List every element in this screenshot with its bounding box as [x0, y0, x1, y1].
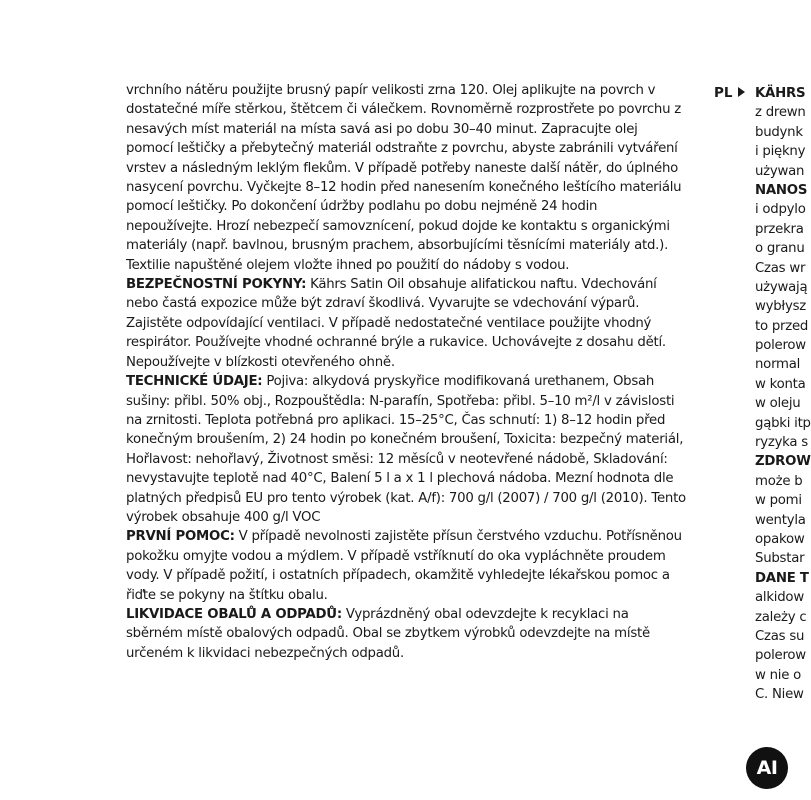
- polish-text-line: KÄHRS: [755, 86, 806, 101]
- technical-text: Pojiva: alkydová pryskyřice modifikovaná urethanem, Obsah sušiny: přibl. 50% obj., Rozpouštědla: N-parafín, Spotřeba: přibl. 5–10 m²/l v závislosti na zrnitosti. Teplota potřebná pro aplikaci. 15–25°C, Čas schnutí: 1) 8–12 hodin před konečným broušením, 2) 24 hodin po konečném broušení, Toxicita: bezpečný materiál, Hořlavost: nehořlavý, Životnost směsi: 12 měsíců v neotevřené nádobě, Skladování: nevystavujte teplotě nad 40°C, Balení 5 l a x 1 l plechová nádoba. Mezní hodnota dle platných předpisů EU pro tento výrobek (kat. A/f): 700 g/l (2007) / 700 g/l (2010). Tento výrobek obsahuje 400 g/l VOC: [126, 374, 686, 525]
- polish-text-line: w oleju: [755, 396, 801, 412]
- polish-text-line: wentyla: [755, 512, 806, 528]
- polish-text-line: może b: [755, 473, 803, 489]
- polish-text-line: Czas su: [755, 628, 805, 644]
- polish-text-line: w nie o: [755, 667, 802, 683]
- disposal-heading: LIKVIDACE OBALŮ A ODPADŮ:: [126, 606, 342, 622]
- polish-text-line: opakow: [755, 531, 805, 547]
- first-aid-heading: PRVNÍ POMOC:: [126, 529, 235, 545]
- disposal-text: Vyprázdněný obal odevzdejte k recyklaci na sběrném místě obalových odpadů. Obal se zbytkem výrobků odevzdejte na místě určeném k likvidaci nebezpečných odpadů.: [126, 606, 650, 661]
- polish-text-line: NANOS: [755, 182, 808, 198]
- safety-heading: BEZPEČNOSTNÍ POKYNY:: [126, 277, 307, 293]
- polish-text-line: alkidow: [755, 590, 804, 606]
- polish-text-line: zależy c: [755, 609, 807, 625]
- polish-text-line: C. Niew: [755, 687, 804, 703]
- polish-text-line: normal: [755, 357, 801, 373]
- polish-text-line: to przed: [755, 318, 809, 334]
- polish-text-line: i odpylo: [755, 202, 806, 218]
- polish-text-line: wybłysz: [755, 299, 806, 315]
- first-aid-section: [126, 527, 686, 605]
- language-marker: [714, 84, 745, 103]
- ai-badge: AI: [746, 747, 788, 789]
- technical-heading: TECHNICKÉ ÚDAJE:: [126, 374, 263, 390]
- polish-text-line: gąbki itp: [755, 415, 811, 431]
- polish-text-line: Czas wr: [755, 260, 806, 276]
- safety-section: [126, 275, 686, 372]
- disposal-section: [126, 605, 686, 663]
- polish-text-line: w pomi: [755, 493, 802, 509]
- polish-text-line: i piękny: [755, 144, 806, 160]
- triangle-right-icon: [738, 87, 745, 97]
- polish-text-line: o granu: [755, 241, 805, 257]
- polish-text-line: polerow: [755, 338, 806, 354]
- first-aid-text: V případě nevolnosti zajistěte přísun čerstvého vzduchu. Potřísněnou pokožku omyjte vodou a mýdlem. V případě vstříknutí do oka vypláchněte proudem vody. V případě požití, i ostatních případech, okamžitě vyhledejte lékařskou pomoc a řiďte se pokyny na štítku obalu.: [126, 529, 682, 603]
- technical-section: [126, 372, 686, 527]
- safety-text: Kährs Satin Oil obsahuje alifatickou naftu. Vdechování nebo častá expozice může být zdraví škodlivá. Vyvarujte se vdechování výparů. Zajistěte odpovídající ventilaci. V případě nedostatečné ventilace použijte vhodný respirátor. Používejte vhodné ochranné brýle a rukavice. Uchovávejte z dosahu dětí. Nepoužívejte v blízkosti otevřeného ohně.: [126, 277, 666, 370]
- polish-text-line: DANE T: [755, 570, 809, 586]
- polish-text-line: ryzyka s: [755, 435, 808, 451]
- polish-text-line: polerow: [755, 648, 806, 664]
- polish-text-line: używają: [755, 279, 808, 295]
- polish-text-line: w konta: [755, 376, 806, 392]
- language-code: PL: [714, 85, 733, 101]
- polish-text-line: używan: [755, 163, 805, 179]
- polish-text-line: ZDROW: [755, 454, 811, 470]
- polish-text-line: Substar: [755, 551, 805, 567]
- polish-text-line: z drewn: [755, 105, 806, 121]
- czech-instructions-column: [126, 81, 686, 663]
- application-instructions: vrchního nátěru použijte brusný papír velikosti zrna 120. Olej aplikujte na povrch v dostatečné míře stěrkou, štětcem či válečkem. Rovnoměrně rozprostřete po povrchu z nesavých míst materiál na místa savá asi po dobu 30–40 minut. Zapracujte olej pomocí leštičky a přebytečný materiál odstraňte z povrchu, abyste zabránili vytváření vrstev a následným leklým flekům. V případě potřeby naneste další nátěr, do úplného nasycení povrchu. Vyčkejte 8–12 hodin před nanesením konečného leštícího materiálu pomocí leštičky. Po dokončení údržby podlahu po dobu nejméně 24 hodin nepoužívejte. Hrozí nebezpečí samovznícení, pokud dojde ke kontaktu s organickými materiály (např. bavlnou, brusným prachem, absorbujícími těsnícími materiály atd.). Textilie napuštěné olejem vložte ihned po použití do nádoby s vodou.: [126, 83, 682, 273]
- polish-text-line: przekra: [755, 221, 804, 237]
- polish-instructions-column: [755, 84, 811, 705]
- polish-text-line: budynk: [755, 124, 803, 140]
